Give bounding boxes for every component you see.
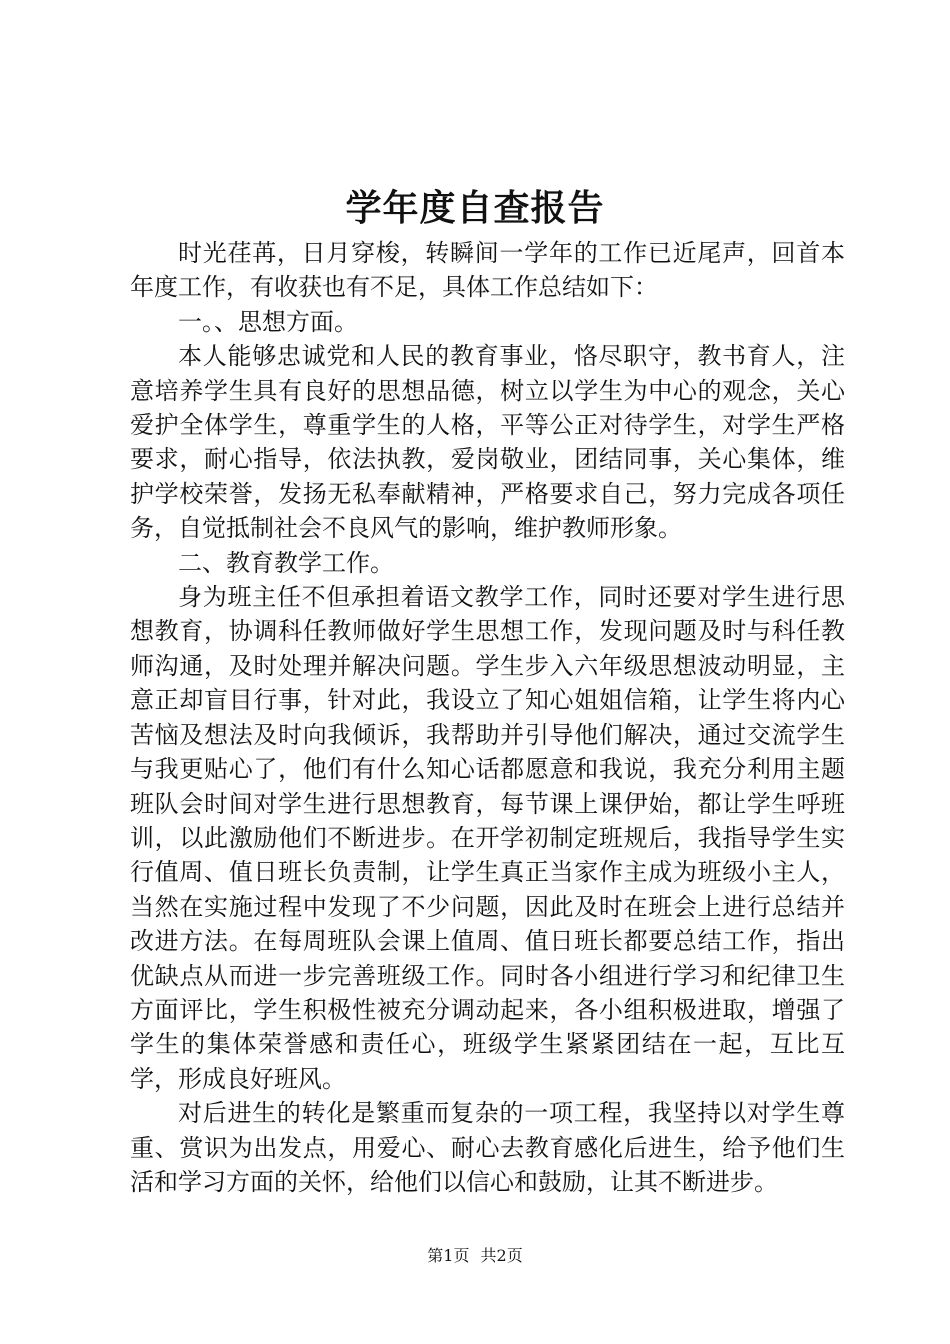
page-number-total: 共2页	[480, 1246, 523, 1265]
paragraph-thought: 本人能够忠诚党和人民的教育事业，恪尽职守，教书育人，注意培养学生具有良好的思想品德，树立以学生为中心的观念，关心爱护全体学生，尊重学生的人格，平等公正对待学生，对学生严格要求，耐心指导，依法执教，爱岗敬业，团结同事，关心集体，维护学校荣誉，发扬无私奉献精神，严格要求自己，努力完成各项任务，自觉抵制社会不良风气的影响，维护教师形象。	[130, 342, 845, 543]
page-number-current: 第1页	[427, 1246, 470, 1265]
section-heading-thought: 一。、思想方面。	[178, 307, 358, 336]
document-body	[130, 236, 845, 1199]
page-footer	[0, 1244, 950, 1268]
paragraph-teaching: 身为班主任不但承担着语文教学工作，同时还要对学生进行思想教育，协调科任教师做好学生思想工作，发现问题及时与科任教师沟通，及时处理并解决问题。学生步入六年级思想波动明显，主意正却盲目行事，针对此，我设立了知心姐姐信箱，让学生将内心苦恼及想法及时向我倾诉，我帮助并引导他们解决，通过交流学生与我更贴心了，他们有什么知心话都愿意和我说，我充分利用主题班队会时间对学生进行思想教育，每节课上课伊始，都让学生呼班训，以此激励他们不断进步。在开学初制定班规后，我指导学生实行值周、值日班长负责制，让学生真正当家作主成为班级小主人，当然在实施过程中发现了不少问题，因此及时在班会上进行总结并改进方法。在每周班队会课上值周、值日班长都要总结工作，指出优缺点从而进一步完善班级工作。同时各小组进行学习和纪律卫生方面评比，学生积极性被充分调动起来，各小组积极进取，增强了学生的集体荣誉感和责任心，班级学生紧紧团结在一起，互比互学，形成良好班风。	[130, 583, 845, 1093]
document-title: 学年度自查报告	[345, 187, 605, 229]
section-heading-teaching: 二、教育教学工作。	[178, 548, 394, 577]
paragraph-intro: 时光荏苒，日月穿梭，转瞬间一学年的工作已近尾声，回首本年度工作，有收获也有不足，具体工作总结如下：	[130, 239, 845, 302]
paragraph-underachievers: 对后进生的转化是繁重而复杂的一项工程，我坚持以对学生尊重、赏识为出发点，用爱心、耐心去教育感化后进生，给予他们生活和学习方面的关怀，给他们以信心和鼓励，让其不断进步。	[130, 1099, 845, 1196]
